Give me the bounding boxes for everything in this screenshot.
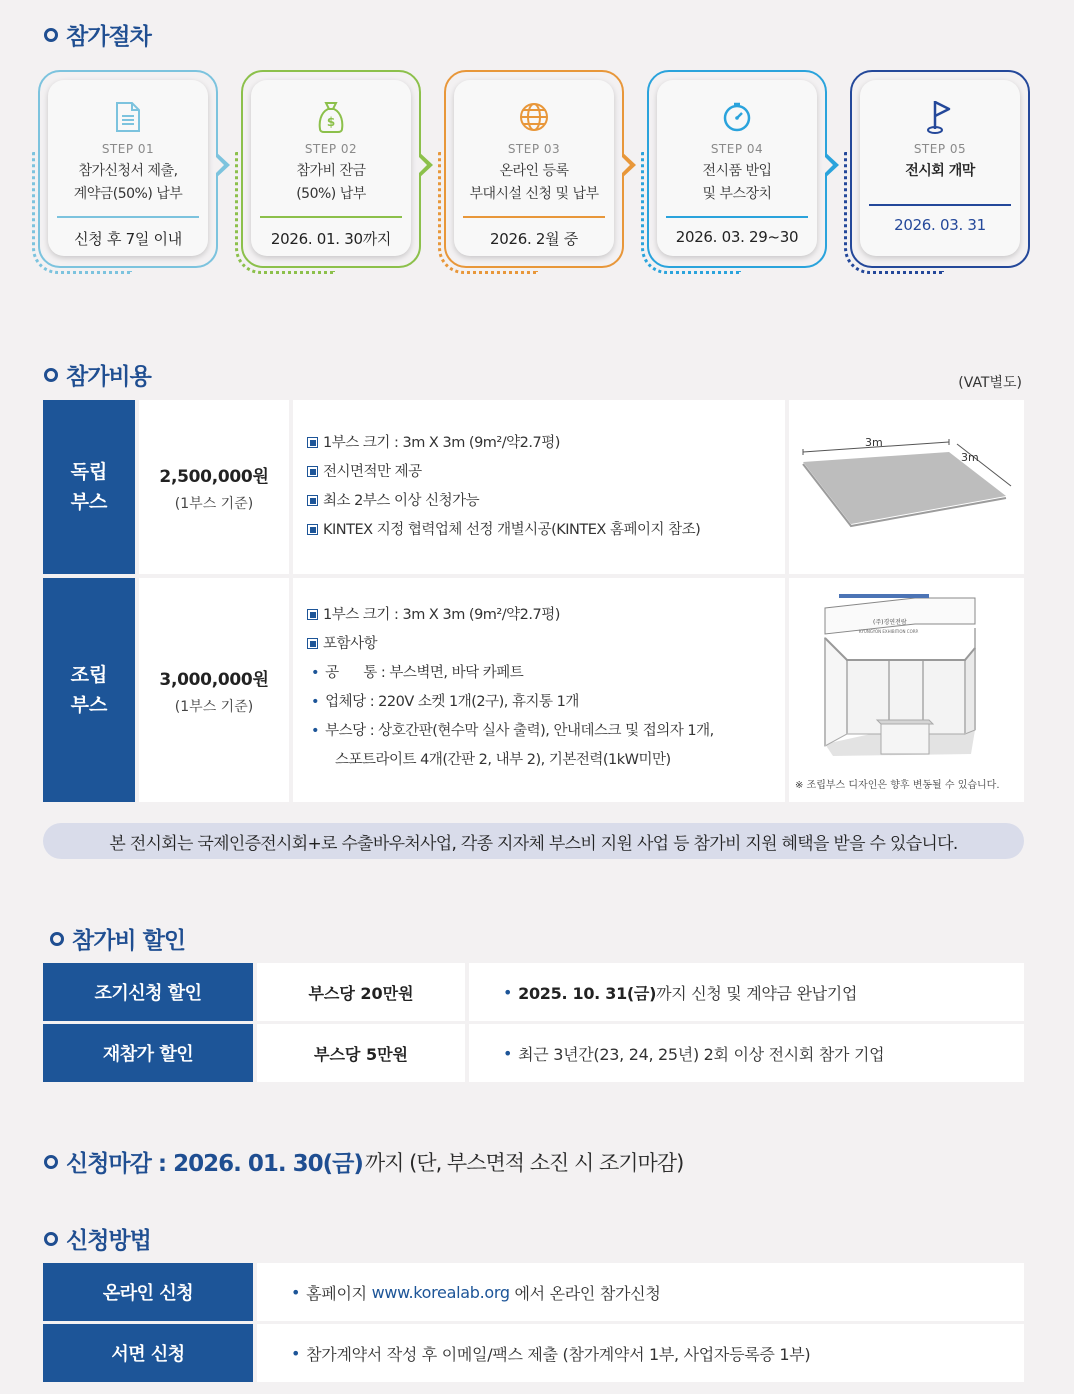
section-title-text: 참가절차: [66, 24, 151, 50]
arrow-icon: [622, 152, 636, 178]
step-number: STEP 05: [913, 142, 967, 156]
list-item: 포함사항: [307, 630, 785, 659]
arrow-icon: [825, 152, 839, 178]
booth-price: 2,500,000원: [159, 466, 269, 487]
booth-price-cell: [139, 578, 289, 802]
discount-condition: • 2025. 10. 31(금) 까지 신청 및 계약금 완납기업: [469, 963, 1024, 1021]
list-item: 1부스 크기 : 3m X 3m (9m²/약2.7평): [307, 601, 785, 630]
list-subitem-continued: 스포트라이트 4개(간판 2, 내부 2), 기본전력(1kW미만): [335, 752, 671, 768]
step-3: [444, 70, 624, 268]
homepage-link[interactable]: www.korealab.org: [371, 1282, 510, 1302]
deadline-date: 신청마감 : 2026. 01. 30(금): [66, 1151, 363, 1177]
discount-label: 재참가 할인: [43, 1024, 253, 1082]
step-date: 2026. 03. 29~30: [675, 228, 799, 246]
support-banner: 본 전시회는 국제인증전시회+로 수출바우처사업, 각종 지자체 부스비 지원 사업 등 참가비 지원 혜택을 받을 수 있습니다.: [43, 823, 1024, 859]
bullet-ring: [44, 1232, 58, 1246]
section-title-discount: [50, 922, 185, 955]
discount-condition: • 최근 3년간(23, 24, 25년) 2회 이상 전시회 참가 기업: [469, 1024, 1024, 1082]
step-description: 전시회 개막: [905, 163, 975, 179]
deadline-note: 까지 (단, 부스면적 소진 시 조기마감): [364, 1150, 684, 1175]
vat-note: (VAT별도): [958, 375, 1022, 391]
booth-type-shell: 조립 부스: [43, 578, 135, 802]
discount-amount: 부스당 20만원: [257, 963, 465, 1021]
step-number: STEP 01: [101, 142, 155, 156]
discount-row-return: [43, 1024, 1024, 1082]
svg-text:3m: 3m: [961, 451, 979, 464]
svg-text:※ 조립부스 디자인은 향후 변동될 수 있습니다.: ※ 조립부스 디자인은 향후 변동될 수 있습니다.: [795, 780, 1000, 791]
booth-type-raw: 독립 부스: [43, 400, 135, 574]
discount-row-early: [43, 963, 1024, 1021]
fee-row-shell-scheme: [43, 578, 1024, 802]
list-item: 최소 2부스 이상 신청가능: [307, 487, 785, 516]
section-title-procedure: [44, 18, 151, 51]
step-description: 온라인 등록 부대시설 신청 및 납부: [469, 163, 599, 202]
step-number: STEP 03: [507, 142, 561, 156]
booth-description: [293, 400, 785, 574]
globe-icon: [519, 100, 549, 134]
step-5: [850, 70, 1030, 268]
method-label: 온라인 신청: [43, 1263, 253, 1321]
step-number: STEP 02: [304, 142, 358, 156]
shell-scheme-illustration: [789, 578, 1024, 802]
discount-amount: 부스당 5만원: [257, 1024, 465, 1082]
step-4: [647, 70, 827, 268]
method-label: 서면 신청: [43, 1324, 253, 1382]
step-description: 참가신청서 제출, 계약금(50%) 납부: [73, 163, 183, 202]
fee-row-raw-space: [43, 400, 1024, 574]
section-title-fee: [44, 358, 151, 391]
step-date: 2026. 2월 중: [489, 230, 578, 248]
document-icon: [115, 100, 141, 134]
discount-label: 조기신청 할인: [43, 963, 253, 1021]
clock-icon: [722, 100, 752, 134]
bullet-ring: [44, 28, 58, 42]
list-item: KINTEX 지정 협력업체 선정 개별시공(KINTEX 홈페이지 참조): [307, 516, 785, 545]
arrow-icon: [419, 152, 433, 178]
arrow-icon: [216, 152, 230, 178]
svg-text:KYUNGYON EXHIBITION CORP.: KYUNGYON EXHIBITION CORP.: [859, 629, 919, 634]
method-description: • 참가계약서 작성 후 이메일/팩스 제출 (참가계약서 1부, 사업자등록증 1부): [257, 1324, 1024, 1382]
step-description: 전시품 반입 및 부스장치: [702, 163, 772, 202]
booth-price: 3,000,000원: [159, 669, 269, 690]
svg-text:$: $: [326, 115, 336, 129]
step-description: 참가비 잔금 (50%) 납부: [296, 163, 366, 202]
bullet-ring: [44, 368, 58, 382]
section-title-text: 참가비용: [66, 364, 151, 390]
booth-price-unit: (1부스 기준): [174, 495, 254, 512]
step-date: 2026. 03. 31: [894, 216, 986, 234]
svg-text:(주)경연전람: (주)경연전람: [873, 619, 907, 626]
section-title-text: 신청방법: [66, 1228, 151, 1254]
list-item: 전시면적만 제공: [307, 458, 785, 487]
procedure-steps: [38, 70, 1030, 270]
step-1: [38, 70, 218, 268]
booth-description: [293, 578, 785, 802]
list-item: 1부스 크기 : 3m X 3m (9m²/약2.7평): [307, 429, 785, 458]
flag-icon: [926, 100, 954, 134]
money-bag-icon: [317, 100, 345, 134]
booth-price-cell: [139, 400, 289, 574]
bullet-ring: [50, 932, 64, 946]
method-row-online: [43, 1263, 1024, 1321]
svg-text:3m: 3m: [865, 436, 883, 449]
raw-space-illustration: [789, 400, 1024, 574]
method-description: • 홈페이지 www.korealab.org 에서 온라인 참가신청: [257, 1263, 1024, 1321]
section-title-text: 참가비 할인: [72, 928, 186, 954]
step-2: [241, 70, 421, 268]
step-date: 신청 후 7일 이내: [74, 230, 182, 248]
section-title-method: [44, 1222, 151, 1255]
list-subitem: • 공 통 : 부스벽면, 바닥 카페트: [311, 665, 524, 681]
step-number: STEP 04: [710, 142, 764, 156]
method-row-paper: [43, 1324, 1024, 1382]
list-subitem: • 업체당 : 220V 소켓 1개(2구), 휴지통 1개: [311, 694, 579, 710]
section-title-deadline: [44, 1145, 683, 1178]
step-date: 2026. 01. 30까지: [270, 230, 392, 248]
booth-price-unit: (1부스 기준): [174, 698, 254, 715]
list-subitem: • 부스당 : 상호간판(현수막 실사 출력), 안내데스크 및 접의자 1개,: [311, 723, 714, 739]
bullet-ring: [44, 1155, 58, 1169]
